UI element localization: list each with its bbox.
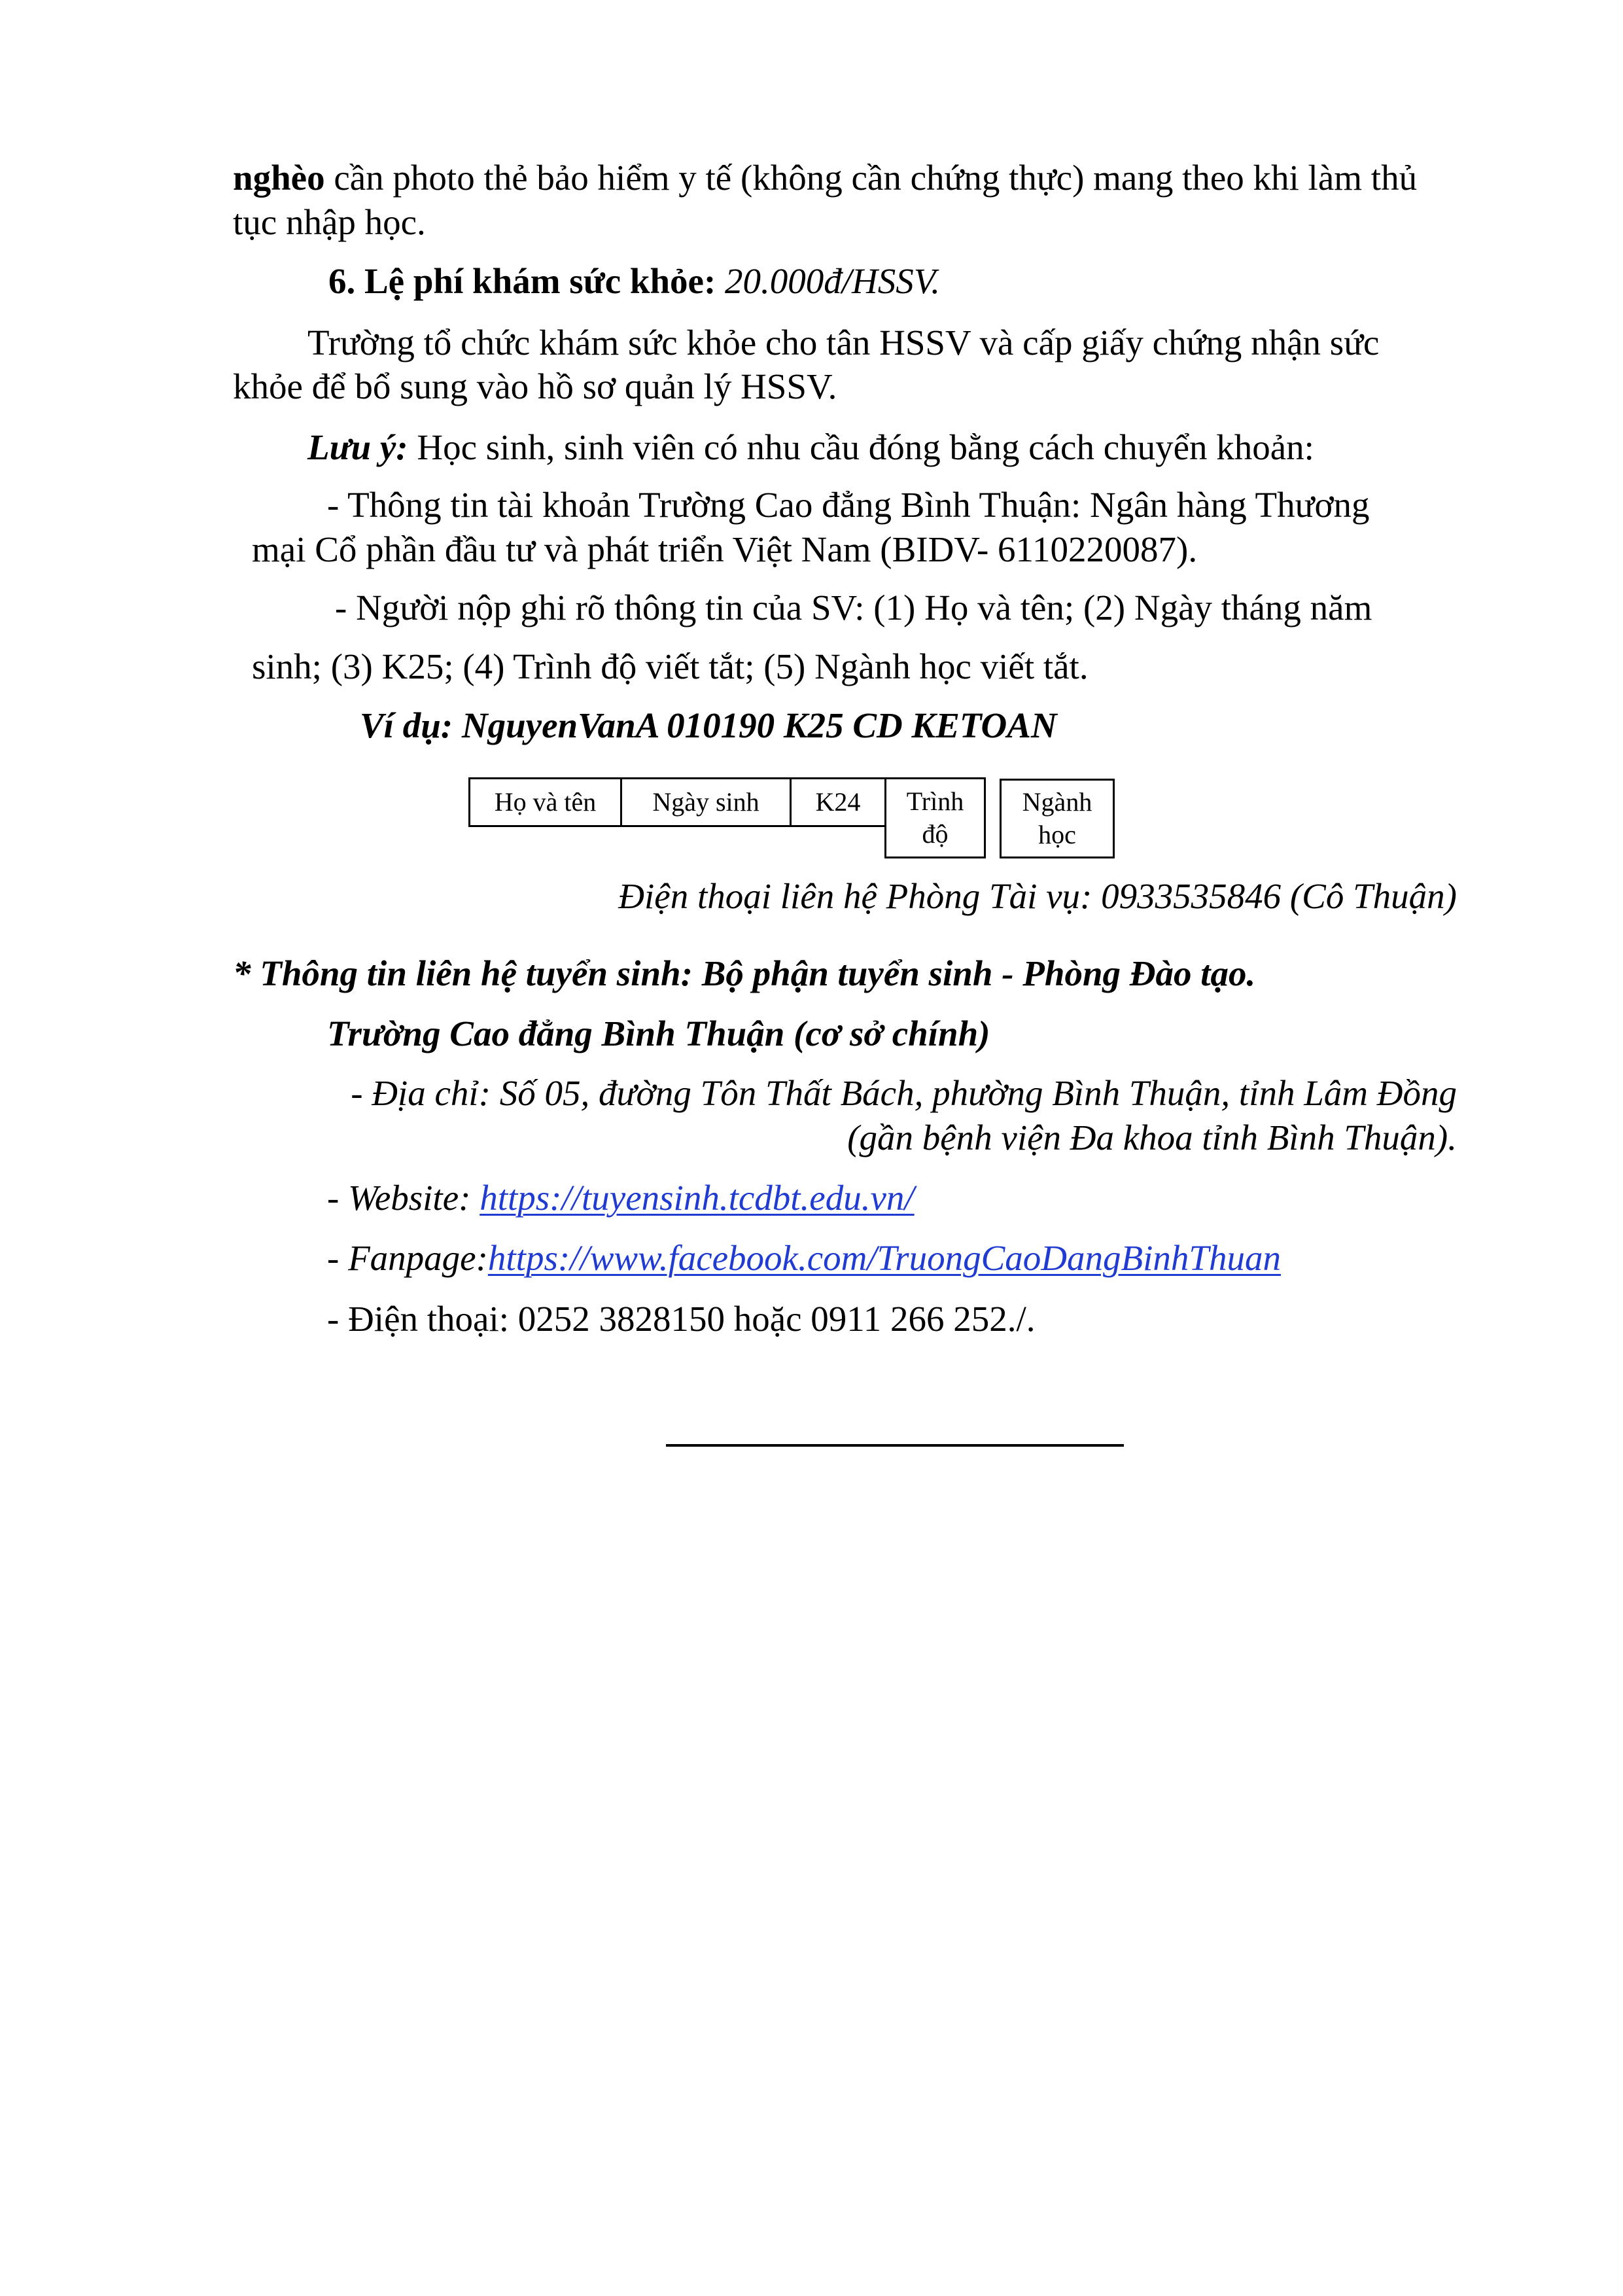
- note-text: Học sinh, sinh viên có nhu cầu đóng bằng cách chuyển khoản:: [408, 427, 1314, 467]
- box-level-line-2: độ: [922, 819, 949, 849]
- insurance-text: cần photo thẻ bảo hiểm y tế (không cần chứng thực) mang theo khi làm thủ: [324, 158, 1418, 198]
- bank-line-1: - Thông tin tài khoản Trường Cao đẳng Bình Thuận: Ngân hàng Thương: [327, 485, 1370, 525]
- health-desc-line-1: Trường tổ chức khám sức khỏe cho tân HSSV và cấp giấy chứng nhận sức: [307, 323, 1380, 362]
- health-fee-heading: 6. Lệ phí khám sức khỏe:: [328, 261, 716, 301]
- box-major: [1000, 779, 1115, 858]
- finance-phone: Điện thoại liên hệ Phòng Tài vụ: 0933535846 (Cô Thuận): [618, 876, 1457, 916]
- payer-line-1: - Người nộp ghi rõ thông tin của SV: (1) Họ và tên; (2) Ngày tháng năm: [335, 588, 1372, 627]
- box-dob: [620, 777, 792, 827]
- end-divider: [666, 1444, 1124, 1447]
- contact-phone: - Điện thoại: 0252 3828150 hoặc 0911 266 252./.: [327, 1299, 1036, 1339]
- insurance-line-2: tục nhập học.: [233, 202, 426, 242]
- box-cohort-label: K24: [815, 787, 861, 817]
- health-fee-line: [328, 259, 940, 304]
- health-desc-line-2: khỏe để bổ sung vào hồ sơ quản lý HSSV.: [233, 366, 837, 406]
- health-fee-amount: 20.000đ/HSSV.: [716, 261, 941, 301]
- school-name: Trường Cao đẳng Bình Thuận (cơ sở chính): [327, 1014, 990, 1053]
- box-name-label: Họ và tên: [494, 787, 597, 817]
- bank-line-2: mại Cổ phần đầu tư và phát triển Việt Nam (BIDV- 6110220087).: [252, 529, 1198, 569]
- box-name: [468, 777, 622, 827]
- note-line: [307, 425, 1314, 470]
- payer-line-2: sinh; (3) K25; (4) Trình độ viết tắt; (5) Ngành học viết tắt.: [252, 646, 1089, 686]
- box-cohort: [790, 777, 886, 827]
- insurance-line-1: [233, 156, 1417, 200]
- box-level-line-1: Trình: [906, 786, 964, 816]
- box-dob-label: Ngày sinh: [652, 787, 759, 817]
- website-label: - Website:: [327, 1178, 480, 1218]
- fanpage-link[interactable]: https://www.facebook.com/TruongCaoDangBinhThuan: [487, 1238, 1281, 1278]
- website-link[interactable]: https://tuyensinh.tcdbt.edu.vn/: [480, 1178, 915, 1218]
- address-line-2: (gần bệnh viện Đa khoa tỉnh Bình Thuận).: [847, 1118, 1457, 1157]
- box-major-line-2: học: [1038, 820, 1076, 849]
- contact-heading: * Thông tin liên hệ tuyển sinh: Bộ phận tuyển sinh - Phòng Đào tạo.: [233, 953, 1256, 993]
- box-level: [884, 777, 986, 858]
- address-line-1: - Địa chỉ: Số 05, đường Tôn Thất Bách, phường Bình Thuận, tỉnh Lâm Đồng: [351, 1073, 1457, 1113]
- example-line: Ví dụ: NguyenVanA 010190 K25 CD KETOAN: [360, 705, 1057, 745]
- website-line: [327, 1176, 915, 1220]
- box-major-line-1: Ngành: [1022, 787, 1092, 817]
- fanpage-line: [327, 1236, 1281, 1280]
- note-label: Lưu ý:: [307, 427, 408, 467]
- insurance-bold-word: nghèo: [233, 158, 325, 198]
- fanpage-label: - Fanpage:: [327, 1238, 488, 1278]
